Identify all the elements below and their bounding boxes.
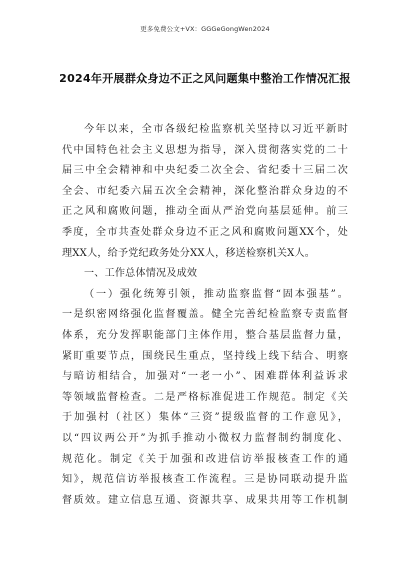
body-line: 季度，全市共查处群众身边不正之风和腐败问题XX个，处 (62, 226, 348, 238)
body-line: 体系，充分发挥职能部门主体作用，整合基层监督力量， (62, 329, 348, 341)
body-line: 届三中全会精神和中央纪委二次全会、省纪委十三届二次 (62, 165, 348, 177)
body-line: 紧盯重要节点，围绕民生重点，坚持线上线下结合、明察 (62, 350, 348, 362)
body-line: （一）强化统筹引领，推动监察监督“固本强基”。 (84, 288, 348, 300)
body-line: 等领域监督检查。二是严格标准促进工作规范。制定《关 (62, 391, 348, 403)
body-line: 与暗访相结合，加强对“一老一小”、困难群体利益诉求 (62, 371, 348, 383)
body-line: 于加强村（社区）集体“三资”提级监督的工作意见》， (62, 412, 348, 424)
body-line: 督质效。建立信息互通、资源共享、成果共用等工作机制 (62, 494, 348, 506)
body-line: 一、工作总体情况及成效 (84, 268, 198, 280)
body-line: 规范化。制定《关于加强和改进信访举报核查工作的通 (62, 453, 348, 465)
body-line: 以“四议两公开”为抓手推动小微权力监督制约制度化、 (62, 432, 348, 444)
body-line: 理XX人，给予党纪政务处分XX人，移送检察机关X人。 (62, 247, 316, 259)
body-line: 正之风和腐败问题，推动全面从严治党向基层延伸。前三 (62, 206, 348, 218)
document-title: 2024年开展群众身边不正之风问题集中整治工作情况汇报 (59, 72, 351, 85)
body-line: 一是织密网络强化监督覆盖。健全完善纪检监察专责监督 (62, 309, 348, 321)
body-line: 知》，规范信访举报核查工作流程。三是协同联动提升监 (62, 474, 348, 486)
header-note: 更多免费公文+VX：GGGeGongWen2024 (140, 25, 270, 33)
body-line: 今年以来，全市各级纪检监察机关坚持以习近平新时 (84, 124, 348, 135)
body-line: 代中国特色社会主义思想为指导，深入贯彻落实党的二十 (62, 144, 348, 156)
body-line: 全会、市纪委六届五次全会精神，深化整治群众身边的不 (62, 185, 348, 197)
document-body (62, 120, 348, 511)
